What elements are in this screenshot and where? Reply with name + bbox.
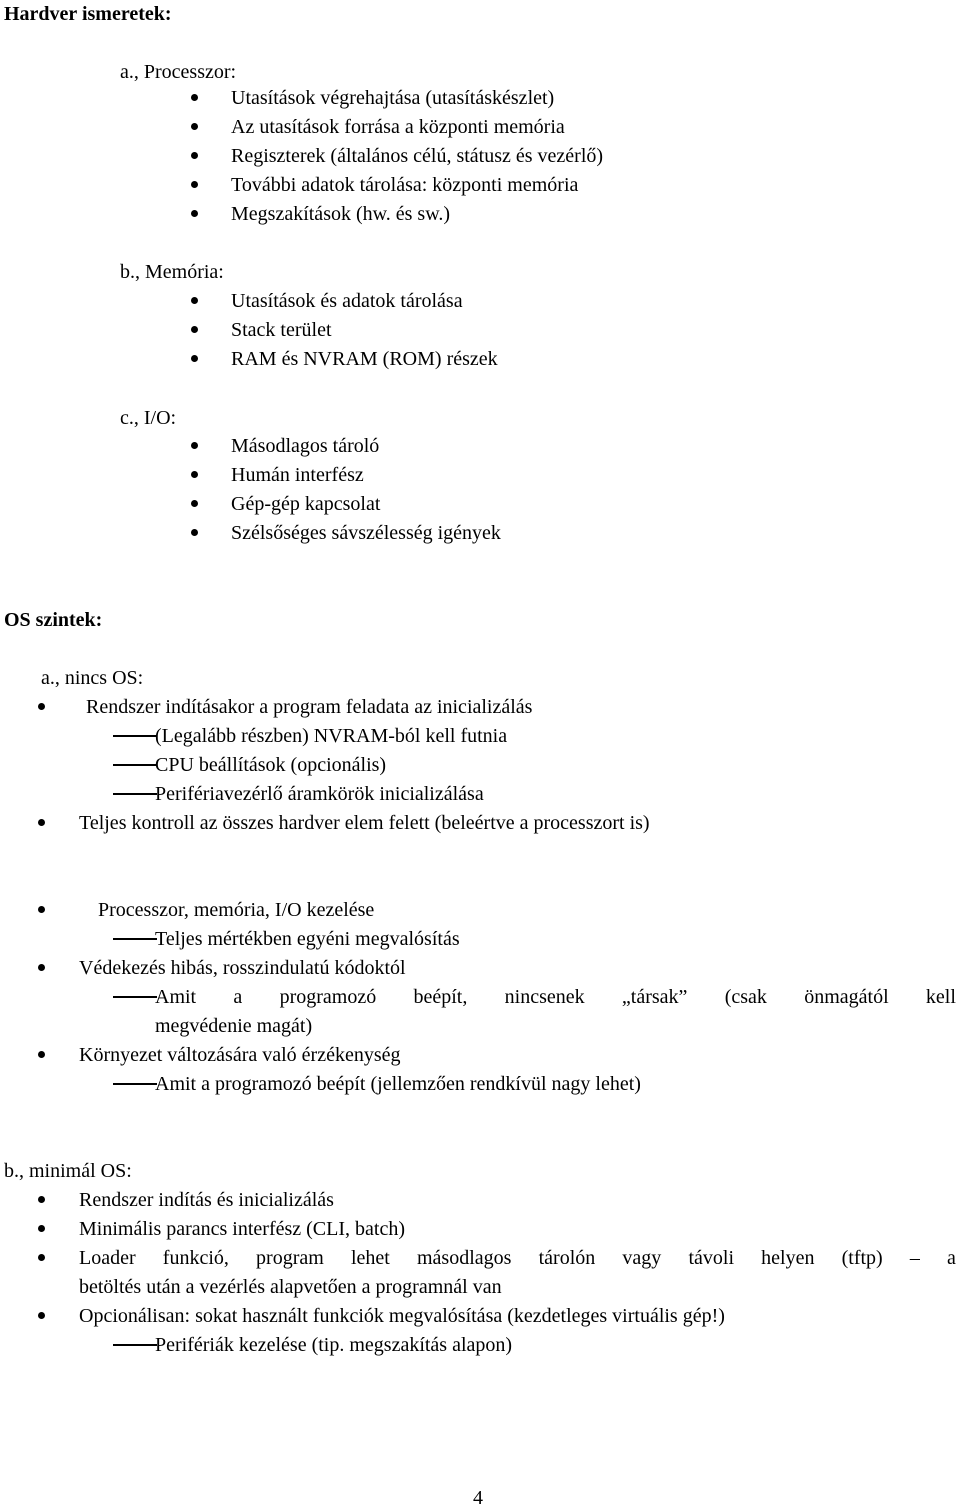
list-item: Megszakítások (hw. és sw.) — [231, 203, 451, 225]
list-item: Perifériavezérlő áramkörök inicializálása — [155, 783, 484, 805]
list-item: Processzor, memória, I/O kezelése — [98, 899, 375, 921]
bullet-icon — [38, 964, 45, 971]
word: tárolón — [538, 1247, 596, 1269]
word: program — [256, 1247, 324, 1269]
word: funkció, — [162, 1247, 229, 1269]
word: nincsenek — [504, 986, 585, 1008]
list-item: Perifériák kezelése (tip. megszakítás alapon) — [155, 1334, 513, 1356]
justified-line — [155, 985, 956, 1009]
os-levels-heading: OS szintek: — [4, 609, 103, 631]
list-item: RAM és NVRAM (ROM) részek — [231, 348, 498, 370]
bullet-icon — [191, 181, 198, 188]
list-item: (Legalább részben) NVRAM-ból kell futnia — [155, 725, 508, 747]
list-item: További adatok tárolása: központi memória — [231, 174, 579, 196]
memory-label: b., Memória: — [120, 261, 224, 283]
bullet-icon — [191, 152, 198, 159]
word: Loader — [79, 1247, 136, 1269]
bullet-icon — [191, 326, 198, 333]
list-item: Opcionálisan: sokat használt funkciók megvalósítása (kezdetleges virtuális gép!) — [79, 1305, 725, 1327]
bullet-icon — [38, 703, 45, 710]
bullet-icon — [191, 471, 198, 478]
word: helyen — [761, 1247, 815, 1269]
no-os-label: a., nincs OS: — [41, 667, 144, 689]
list-item: Amit a programozó beépít (jellemzően rendkívül nagy lehet) — [155, 1073, 641, 1095]
bullet-icon — [191, 355, 198, 362]
bullet-icon — [191, 210, 198, 217]
list-item: megvédenie magát) — [155, 1015, 313, 1037]
list-item: Másodlagos tároló — [231, 435, 380, 457]
bullet-icon — [191, 529, 198, 536]
justified-line — [79, 1246, 956, 1270]
word: kell — [925, 986, 956, 1008]
list-item: Környezet változására való érzékenység — [79, 1044, 401, 1066]
dash-icon — [113, 938, 157, 940]
dash-icon — [113, 1083, 157, 1085]
bullet-icon — [38, 906, 45, 913]
io-label: c., I/O: — [120, 407, 177, 429]
word: programozó — [279, 986, 377, 1008]
bullet-icon — [191, 94, 198, 101]
hardware-heading: Hardver ismeretek: — [4, 3, 172, 25]
bullet-icon — [191, 442, 198, 449]
list-item: Rendszer indításakor a program feladata az inicializálás — [86, 696, 533, 718]
list-item: Utasítások és adatok tárolása — [231, 290, 463, 312]
word: (tftp) — [841, 1247, 883, 1269]
word: másodlagos — [417, 1247, 512, 1269]
word: távoli — [688, 1247, 734, 1269]
bullet-icon — [38, 819, 45, 826]
bullet-icon — [38, 1254, 45, 1261]
list-item: Szélsőséges sávszélesség igények — [231, 522, 501, 544]
list-item: Utasítások végrehajtása (utasításkészlet) — [231, 87, 555, 109]
word: – — [909, 1247, 920, 1269]
word: a — [233, 986, 243, 1008]
processor-label: a., Processzor: — [120, 61, 237, 83]
word: beépít, — [413, 986, 468, 1008]
dash-icon — [113, 793, 157, 795]
list-item: CPU beállítások (opcionális) — [155, 754, 387, 776]
dash-icon — [113, 1344, 157, 1346]
bullet-icon — [38, 1312, 45, 1319]
word: (csak — [724, 986, 767, 1008]
list-item: Regiszterek (általános célú, státusz és vezérlő) — [231, 145, 604, 167]
minimal-os-label: b., minimál OS: — [4, 1160, 132, 1182]
list-item: Humán interfész — [231, 464, 364, 486]
dash-icon — [113, 764, 157, 766]
list-item: betöltés után a vezérlés alapvetően a programnál van — [79, 1276, 502, 1298]
bullet-icon — [38, 1051, 45, 1058]
list-item: Gép-gép kapcsolat — [231, 493, 381, 515]
word: a — [947, 1247, 956, 1269]
dash-icon — [113, 735, 157, 737]
bullet-icon — [38, 1225, 45, 1232]
bullet-icon — [191, 500, 198, 507]
list-item: Teljes kontroll az összes hardver elem felett (beleértve a processzort is) — [79, 812, 650, 834]
bullet-icon — [38, 1196, 45, 1203]
page-number: 4 — [473, 1487, 483, 1509]
dash-icon — [113, 996, 157, 998]
word: „társak” — [621, 986, 688, 1008]
bullet-icon — [191, 123, 198, 130]
word: lehet — [350, 1247, 390, 1269]
word: önmagától — [804, 986, 889, 1008]
bullet-icon — [191, 297, 198, 304]
list-item: Minimális parancs interfész (CLI, batch) — [79, 1218, 405, 1240]
list-item: Rendszer indítás és inicializálás — [79, 1189, 334, 1211]
list-item: Védekezés hibás, rosszindulatú kódoktól — [79, 957, 406, 979]
list-item: Stack terület — [231, 319, 332, 341]
list-item: Az utasítások forrása a központi memória — [231, 116, 565, 138]
word: vagy — [622, 1247, 662, 1269]
word: Amit — [155, 986, 197, 1008]
list-item: Teljes mértékben egyéni megvalósítás — [155, 928, 460, 950]
